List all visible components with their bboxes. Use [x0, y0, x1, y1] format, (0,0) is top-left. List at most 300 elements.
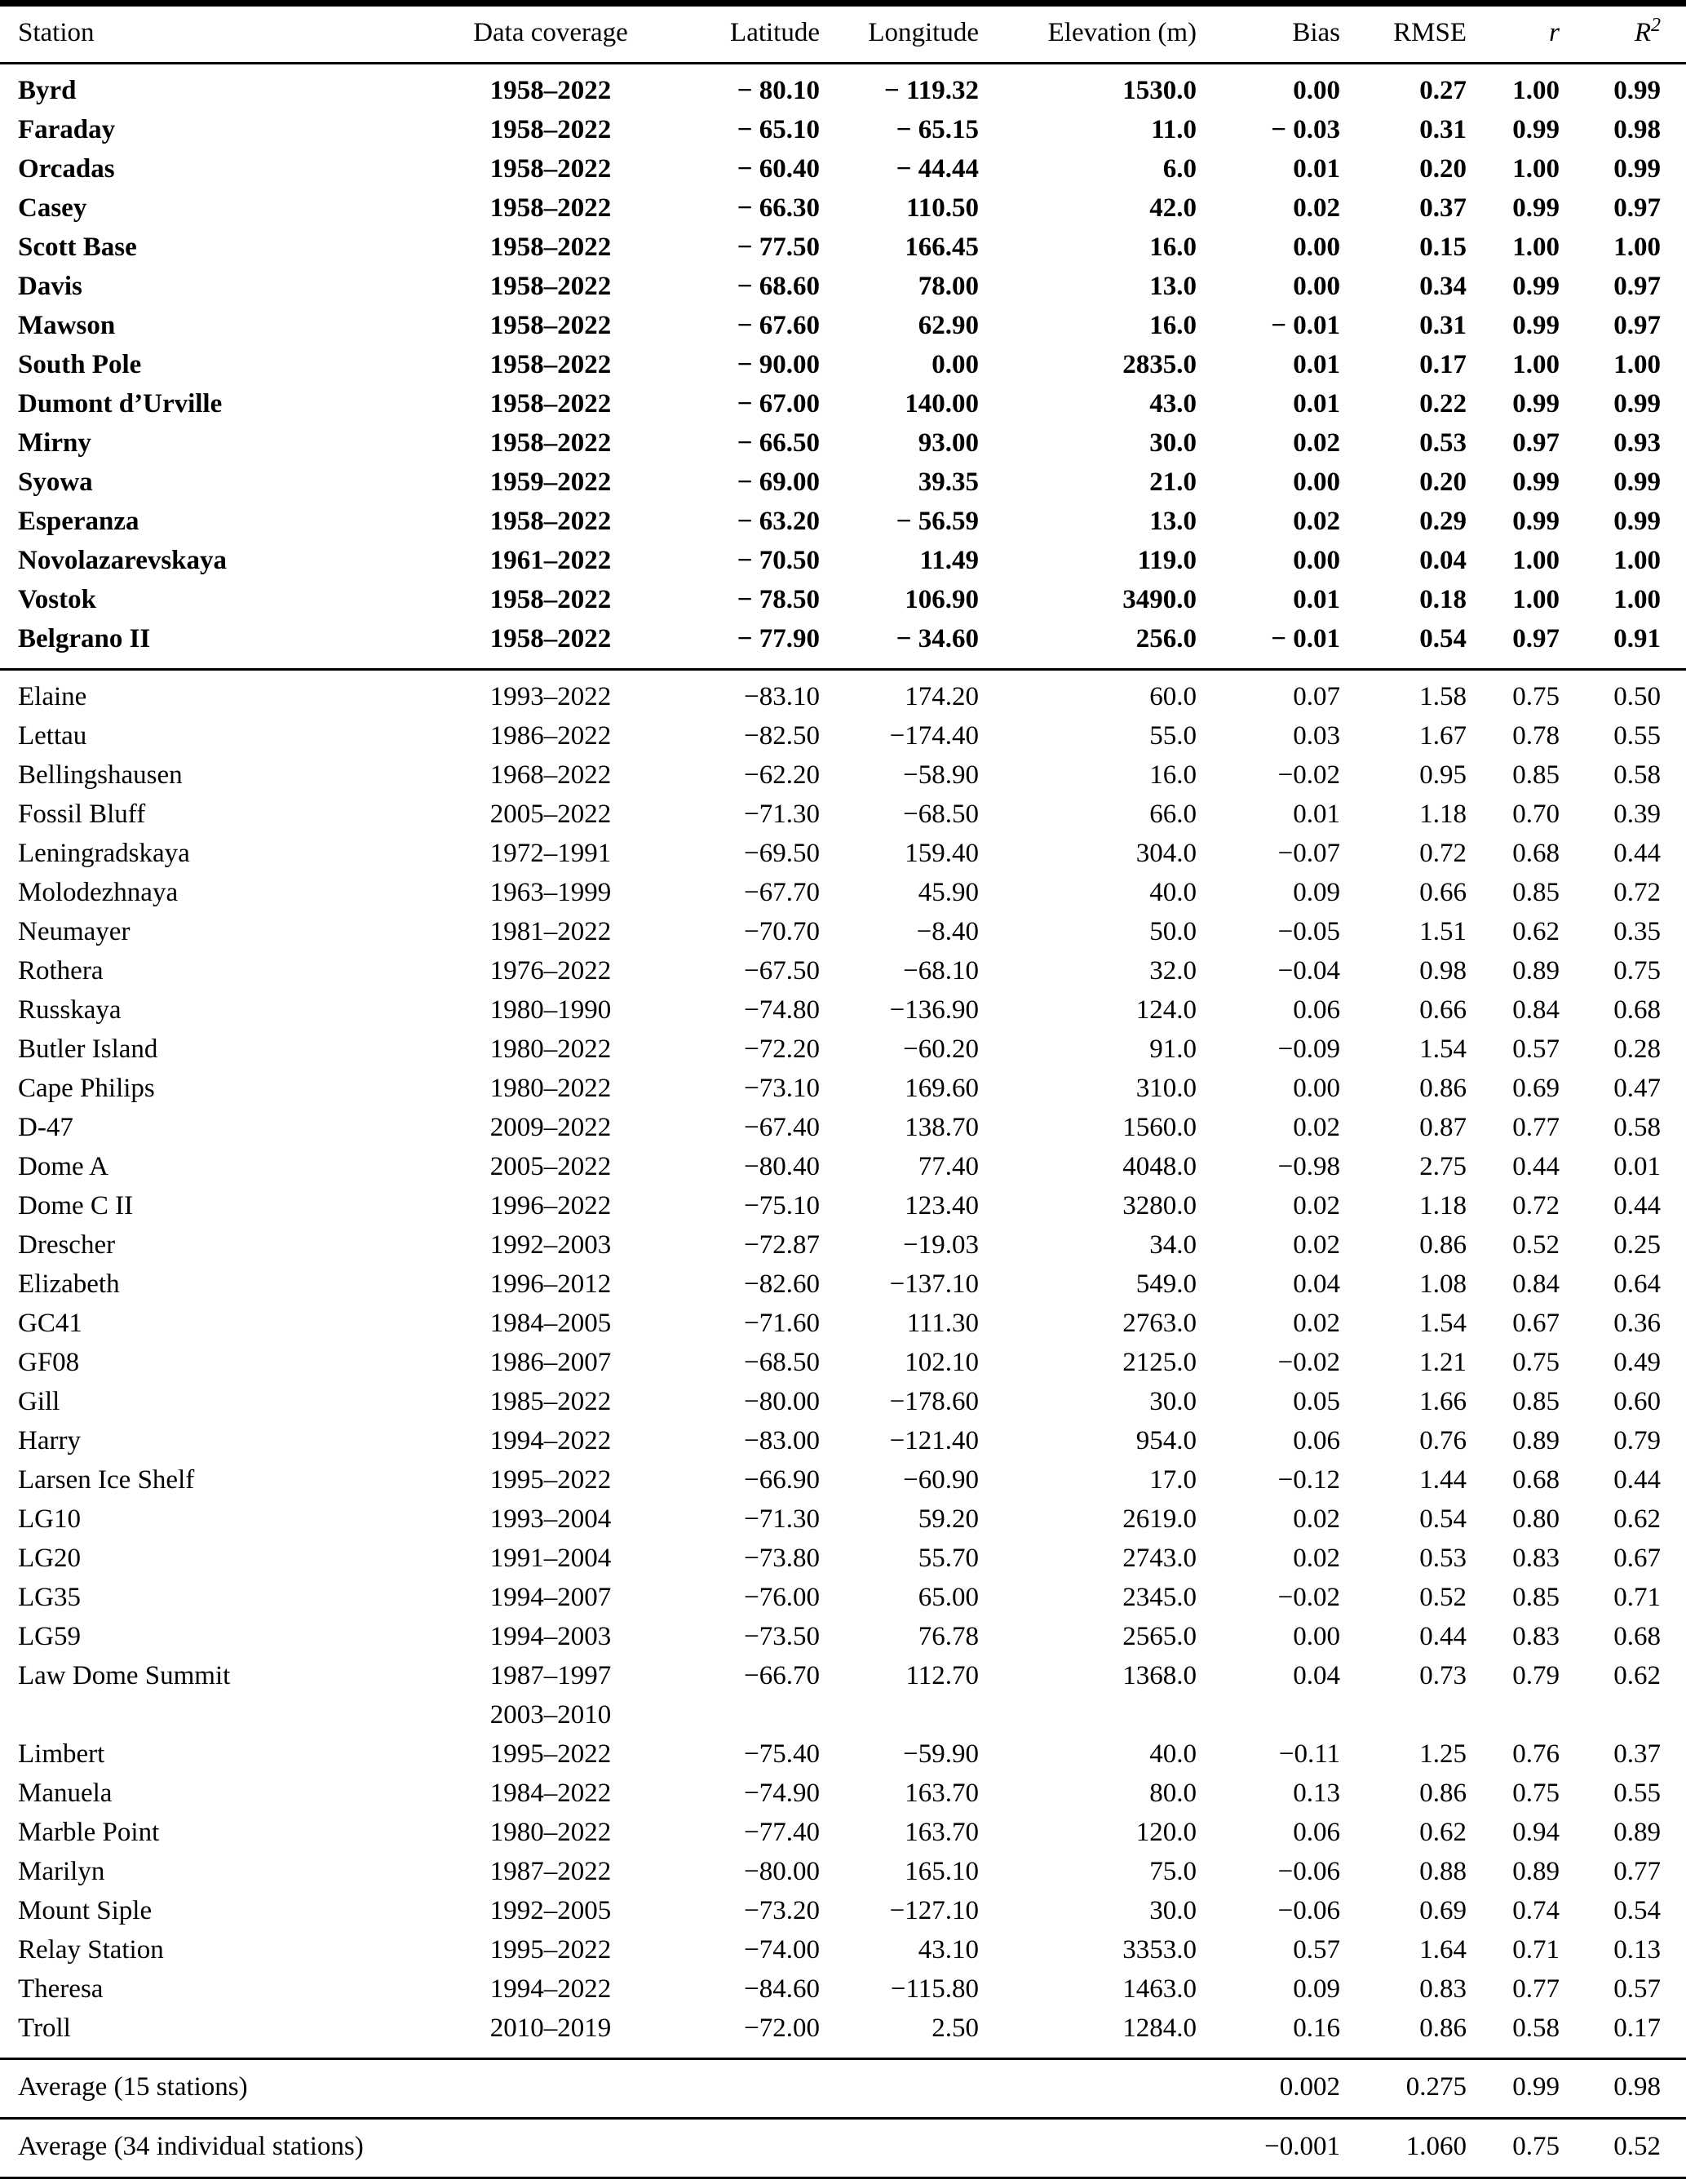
- bias-cell: 0.00: [1293, 546, 1340, 575]
- station-cell: Molodezhnaya: [18, 878, 179, 907]
- station-cell: Limbert: [18, 1739, 105, 1769]
- coverage-cell: [432, 1304, 669, 1343]
- latitude-cell: − 65.10: [737, 115, 820, 144]
- rmse-cell: 1.54: [1419, 1309, 1467, 1338]
- coverage-cell: [432, 188, 669, 228]
- station-cell: LG20: [18, 1544, 81, 1573]
- coverage-cell: [432, 1343, 669, 1382]
- r-cell: 0.97: [1512, 624, 1560, 653]
- station-cell: Syowa: [18, 467, 93, 497]
- coverage-range: 1961–2022: [489, 546, 612, 575]
- r-cell: 0.99: [1512, 467, 1560, 497]
- coverage-cell: [432, 110, 669, 149]
- elevation-cell: 2619.0: [1122, 1504, 1197, 1534]
- latitude-cell: − 67.00: [737, 389, 820, 419]
- r-cell: 0.57: [1512, 1034, 1560, 1064]
- rmse-cell: 0.34: [1419, 272, 1467, 301]
- longitude-cell: − 56.59: [896, 507, 979, 536]
- longitude-cell: 159.40: [905, 839, 979, 868]
- longitude-cell: 163.70: [905, 1779, 979, 1808]
- r2-cell: 0.49: [1613, 1348, 1661, 1377]
- table-row: [0, 1460, 1686, 1500]
- table-row: [0, 912, 1686, 951]
- coverage-range: 2010–2019: [489, 2013, 612, 2043]
- r2-cell: 0.39: [1613, 800, 1661, 829]
- r2-cell: 0.91: [1613, 624, 1661, 653]
- elevation-cell: 2743.0: [1122, 1544, 1197, 1573]
- r-cell: 0.85: [1512, 760, 1560, 790]
- bias-cell: 0.00: [1293, 76, 1340, 105]
- bias-cell: 0.02: [1293, 1544, 1340, 1573]
- station-cell: Casey: [18, 193, 87, 223]
- rmse-cell: 0.86: [1419, 2013, 1467, 2043]
- coverage-cell: [432, 1539, 669, 1578]
- latitude-cell: −74.80: [744, 995, 820, 1025]
- longitude-cell: −178.60: [889, 1387, 979, 1416]
- elevation-cell: 43.0: [1149, 389, 1197, 419]
- r-cell: 0.79: [1512, 1661, 1560, 1690]
- individual-stations-body: [0, 670, 1686, 2059]
- rmse-cell: 0.87: [1419, 1113, 1467, 1142]
- bias-cell: − 0.01: [1271, 311, 1340, 340]
- coverage-range: 1958–2022: [489, 624, 612, 653]
- bias-cell: 0.04: [1293, 1269, 1340, 1299]
- coverage-range: 1958–2022: [489, 76, 612, 105]
- r2-cell: 0.99: [1613, 154, 1661, 184]
- station-cell: Rothera: [18, 956, 104, 986]
- station-cell: Mawson: [18, 311, 116, 340]
- coverage-range: 2005–2022: [489, 1152, 612, 1181]
- r2-cell: 0.98: [1613, 115, 1661, 144]
- latitude-cell: −83.00: [744, 1426, 820, 1455]
- rmse-cell: 0.54: [1419, 624, 1467, 653]
- latitude-cell: −75.40: [744, 1739, 820, 1769]
- longitude-cell: 77.40: [918, 1152, 979, 1181]
- station-cell: Larsen Ice Shelf: [18, 1465, 195, 1495]
- station-cell: LG10: [18, 1504, 81, 1534]
- coverage-cell: [432, 1382, 669, 1421]
- r2-cell: 0.99: [1613, 467, 1661, 497]
- bias-cell: 0.06: [1293, 1426, 1340, 1455]
- latitude-cell: −84.60: [744, 1974, 820, 2004]
- latitude-cell: −71.60: [744, 1309, 820, 1338]
- rmse-cell: 0.88: [1419, 1857, 1467, 1886]
- table-row: [0, 267, 1686, 306]
- longitude-cell: 166.45: [905, 233, 979, 262]
- latitude-cell: −75.10: [744, 1191, 820, 1220]
- coverage-cell: [432, 1421, 669, 1460]
- table-row: [0, 990, 1686, 1030]
- coverage-range: 1972–1991: [489, 839, 612, 868]
- r-cell: 0.78: [1512, 721, 1560, 751]
- elevation-cell: 3490.0: [1122, 585, 1197, 614]
- elevation-cell: 40.0: [1149, 878, 1197, 907]
- table-row: [0, 834, 1686, 873]
- coverage-range: 1958–2022: [489, 154, 612, 184]
- bias-cell: 0.06: [1293, 1818, 1340, 1847]
- average-individual-section: [0, 2119, 1686, 2178]
- latitude-cell: − 68.60: [737, 272, 820, 301]
- rmse-cell: 0.18: [1419, 585, 1467, 614]
- coverage-cell: [432, 1774, 669, 1813]
- latitude-cell: −67.40: [744, 1113, 820, 1142]
- table-row: [0, 1304, 1686, 1343]
- table-header: [0, 3, 1686, 64]
- r2-cell: 0.13: [1613, 1935, 1661, 1965]
- longitude-cell: 112.70: [905, 1661, 979, 1690]
- coverage-cell: [432, 873, 669, 912]
- coverage-cell: [432, 1460, 669, 1500]
- r2-cell: 0.62: [1613, 1504, 1661, 1534]
- station-cell: Lettau: [18, 721, 87, 751]
- r-cell: 0.52: [1512, 1230, 1560, 1260]
- rmse-cell: 0.31: [1419, 115, 1467, 144]
- r2-cell: 0.55: [1613, 721, 1661, 751]
- r2-cell: 0.99: [1613, 507, 1661, 536]
- coverage-range: 1994–2007: [489, 1583, 612, 1612]
- coverage-range: 1976–2022: [489, 956, 612, 986]
- r2-cell: 0.28: [1613, 1034, 1661, 1064]
- elevation-cell: 30.0: [1149, 1896, 1197, 1925]
- coverage-cell: [432, 463, 669, 502]
- table-row: [0, 1421, 1686, 1460]
- bias-cell: 0.002: [1279, 2072, 1340, 2102]
- bias-cell: 0.09: [1293, 878, 1340, 907]
- elevation-cell: 1530.0: [1122, 76, 1197, 105]
- coverage-cell: [432, 1578, 669, 1617]
- longitude-cell: 93.00: [918, 428, 979, 458]
- r-cell: 0.89: [1512, 1857, 1560, 1886]
- column-header-longitude: Longitude: [868, 18, 979, 47]
- bias-cell: 0.13: [1293, 1779, 1340, 1808]
- bias-cell: 0.01: [1293, 585, 1340, 614]
- rmse-cell: 1.54: [1419, 1034, 1467, 1064]
- latitude-cell: −73.80: [744, 1544, 820, 1573]
- rmse-cell: 0.37: [1419, 193, 1467, 223]
- bias-cell: 0.02: [1293, 1191, 1340, 1220]
- rmse-cell: 1.08: [1419, 1269, 1467, 1299]
- table-row: [0, 502, 1686, 541]
- coverage-range: 1980–1990: [489, 995, 612, 1025]
- table-row: [0, 1186, 1686, 1225]
- latitude-cell: −80.40: [744, 1152, 820, 1181]
- station-cell: Dumont d’Urville: [18, 389, 223, 419]
- station-cell: South Pole: [18, 350, 142, 379]
- column-header-rmse: RMSE: [1393, 18, 1467, 47]
- bias-cell: 0.06: [1293, 995, 1340, 1025]
- elevation-cell: 124.0: [1135, 995, 1197, 1025]
- table-row: [0, 1578, 1686, 1617]
- coverage-cell: [432, 795, 669, 834]
- bias-cell: 0.16: [1293, 2013, 1340, 2043]
- longitude-cell: 169.60: [905, 1074, 979, 1103]
- elevation-cell: 4048.0: [1122, 1152, 1197, 1181]
- longitude-cell: 45.90: [918, 878, 979, 907]
- table-row: [0, 1382, 1686, 1421]
- r2-cell: 0.57: [1613, 1974, 1661, 2004]
- rmse-cell: 0.62: [1419, 1818, 1467, 1847]
- table-row: [0, 188, 1686, 228]
- r2-cell: 0.68: [1613, 1622, 1661, 1651]
- station-cell: Russkaya: [18, 995, 122, 1025]
- latitude-cell: −72.00: [744, 2013, 820, 2043]
- longitude-cell: −127.10: [889, 1896, 979, 1925]
- longitude-cell: −136.90: [889, 995, 979, 1025]
- average-row: [0, 2059, 1686, 2119]
- elevation-cell: 40.0: [1149, 1739, 1197, 1769]
- coverage-range: 1996–2022: [489, 1191, 612, 1220]
- coverage-range: 1987–2022: [489, 1857, 612, 1886]
- bias-cell: 0.05: [1293, 1387, 1340, 1416]
- coverage-cell: [432, 2009, 669, 2059]
- r-cell: 0.94: [1512, 1818, 1560, 1847]
- coverage-range: 1984–2022: [489, 1779, 612, 1808]
- elevation-cell: 3353.0: [1122, 1935, 1197, 1965]
- coverage-range: 1986–2007: [489, 1348, 612, 1377]
- bias-cell: −0.11: [1278, 1739, 1340, 1769]
- rmse-cell: 0.20: [1419, 154, 1467, 184]
- longitude-cell: 123.40: [905, 1191, 979, 1220]
- longitude-cell: −174.40: [889, 721, 979, 751]
- rmse-cell: 0.69: [1419, 1896, 1467, 1925]
- bias-cell: −0.02: [1277, 760, 1340, 790]
- coverage-range: 1959–2022: [489, 467, 612, 497]
- r2-cell: 0.77: [1613, 1857, 1661, 1886]
- r-cell: 0.83: [1512, 1544, 1560, 1573]
- coverage-cell: [432, 951, 669, 990]
- station-cell: Harry: [18, 1426, 81, 1455]
- coverage-range: 1958–2022: [489, 350, 612, 379]
- station-cell: Vostok: [18, 585, 96, 614]
- station-cell: Relay Station: [18, 1935, 164, 1965]
- longitude-cell: −60.20: [903, 1034, 979, 1064]
- table-row: [0, 1069, 1686, 1108]
- station-cell: Esperanza: [18, 507, 139, 536]
- r-cell: 0.97: [1512, 428, 1560, 458]
- longitude-cell: 165.10: [905, 1857, 979, 1886]
- rmse-cell: 0.15: [1419, 233, 1467, 262]
- coverage-cell: [432, 502, 669, 541]
- coverage-cell: [432, 1969, 669, 2009]
- rmse-cell: 0.86: [1419, 1230, 1467, 1260]
- latitude-cell: − 63.20: [737, 507, 820, 536]
- table-row: [0, 1891, 1686, 1930]
- r2-cell: 0.44: [1613, 839, 1661, 868]
- coverage-range: 2005–2022: [489, 800, 612, 829]
- r2-cell: 0.71: [1613, 1583, 1661, 1612]
- r-cell: 0.99: [1512, 193, 1560, 223]
- coverage-cell: [432, 1500, 669, 1539]
- station-cell: Leningradskaya: [18, 839, 190, 868]
- longitude-cell: 102.10: [905, 1348, 979, 1377]
- table-row: [0, 1656, 1686, 1734]
- r2-cell: 1.00: [1613, 546, 1661, 575]
- coverage-cell: [432, 912, 669, 951]
- r2-cell: 0.89: [1613, 1818, 1661, 1847]
- latitude-cell: − 70.50: [737, 546, 820, 575]
- r-squared-base: R: [1634, 18, 1651, 47]
- elevation-cell: 119.0: [1137, 546, 1197, 575]
- coverage-cell: [432, 384, 669, 423]
- latitude-cell: − 77.90: [737, 624, 820, 653]
- column-header-r-squared: [1560, 3, 1686, 64]
- elevation-cell: 34.0: [1149, 1230, 1197, 1260]
- latitude-cell: −67.70: [744, 878, 820, 907]
- longitude-cell: −121.40: [889, 1426, 979, 1455]
- r-cell: 0.99: [1512, 389, 1560, 419]
- bias-cell: −0.07: [1277, 839, 1340, 868]
- longitude-cell: − 119.32: [884, 76, 979, 105]
- r2-cell: 0.67: [1613, 1544, 1661, 1573]
- longitude-cell: − 65.15: [896, 115, 979, 144]
- latitude-cell: −82.50: [744, 721, 820, 751]
- table-row: [0, 228, 1686, 267]
- table-row: [0, 1617, 1686, 1656]
- latitude-cell: −73.10: [744, 1074, 820, 1103]
- elevation-cell: 1560.0: [1122, 1113, 1197, 1142]
- r2-cell: 0.97: [1613, 272, 1661, 301]
- coverage-range: 2009–2022: [489, 1113, 612, 1142]
- column-header-r: r: [1549, 18, 1560, 47]
- longitude-cell: 55.70: [918, 1544, 979, 1573]
- coverage-cell: [432, 580, 669, 619]
- coverage-range: 1980–2022: [489, 1034, 612, 1064]
- coverage-range: 1991–2004: [489, 1544, 612, 1573]
- r2-cell: 0.72: [1613, 878, 1661, 907]
- r-cell: 0.75: [1512, 2132, 1560, 2161]
- longitude-cell: 65.00: [918, 1583, 979, 1612]
- r-squared-exponent: 2: [1651, 15, 1661, 36]
- latitude-cell: − 90.00: [737, 350, 820, 379]
- rmse-cell: 2.75: [1419, 1152, 1467, 1181]
- r2-cell: 1.00: [1613, 585, 1661, 614]
- coverage-range: 1986–2022: [489, 721, 612, 751]
- table-row: [0, 1343, 1686, 1382]
- bias-cell: − 0.01: [1271, 624, 1340, 653]
- rmse-cell: 1.64: [1419, 1935, 1467, 1965]
- elevation-cell: 66.0: [1149, 800, 1197, 829]
- coverage-cell: [432, 834, 669, 873]
- elevation-cell: 16.0: [1149, 760, 1197, 790]
- r2-cell: 0.99: [1613, 389, 1661, 419]
- table-row: [0, 1265, 1686, 1304]
- r-cell: 0.58: [1512, 2013, 1560, 2043]
- bias-cell: 0.00: [1293, 1622, 1340, 1651]
- coverage-cell: [432, 619, 669, 670]
- table-row: [0, 1108, 1686, 1147]
- rmse-cell: 0.86: [1419, 1779, 1467, 1808]
- longitude-cell: 39.35: [918, 467, 979, 497]
- rmse-cell: 0.53: [1419, 428, 1467, 458]
- station-cell: GF08: [18, 1348, 80, 1377]
- column-header-station: Station: [18, 18, 95, 47]
- table-row: [0, 423, 1686, 463]
- coverage-cell: [432, 149, 669, 188]
- station-cell: Faraday: [18, 115, 116, 144]
- elevation-cell: 30.0: [1149, 1387, 1197, 1416]
- latitude-cell: −72.87: [744, 1230, 820, 1260]
- rmse-cell: 0.76: [1419, 1426, 1467, 1455]
- average-reference-section: [0, 2059, 1686, 2119]
- station-cell: Mirny: [18, 428, 91, 458]
- bias-cell: 0.01: [1293, 800, 1340, 829]
- longitude-cell: −59.90: [903, 1739, 979, 1769]
- station-cell: Marble Point: [18, 1818, 160, 1847]
- r-cell: 0.99: [1512, 115, 1560, 144]
- rmse-cell: 1.060: [1405, 2132, 1467, 2161]
- latitude-cell: − 80.10: [737, 76, 820, 105]
- coverage-range: 1994–2022: [489, 1426, 612, 1455]
- r-cell: 0.71: [1512, 1935, 1560, 1965]
- r-cell: 0.99: [1512, 2072, 1560, 2102]
- coverage-range: 1993–2022: [489, 682, 612, 711]
- elevation-cell: 1368.0: [1122, 1661, 1197, 1690]
- r-cell: 0.77: [1512, 1974, 1560, 2004]
- average-label: Average (34 individual stations): [18, 2132, 364, 2161]
- table-row: [0, 1852, 1686, 1891]
- r2-cell: 0.47: [1613, 1074, 1661, 1103]
- latitude-cell: − 66.50: [737, 428, 820, 458]
- bias-cell: 0.02: [1293, 1113, 1340, 1142]
- table-row: [0, 1030, 1686, 1069]
- coverage-range: 1992–2005: [489, 1896, 612, 1925]
- elevation-cell: 2345.0: [1122, 1583, 1197, 1612]
- coverage-range: 1984–2005: [489, 1309, 612, 1338]
- r2-cell: 0.97: [1613, 311, 1661, 340]
- bias-cell: 0.00: [1293, 1074, 1340, 1103]
- coverage-cell: [432, 228, 669, 267]
- longitude-cell: 43.10: [918, 1935, 979, 1965]
- r-cell: 0.77: [1512, 1113, 1560, 1142]
- elevation-cell: 954.0: [1135, 1426, 1197, 1455]
- average-label: Average (15 stations): [18, 2072, 248, 2102]
- elevation-cell: 30.0: [1149, 428, 1197, 458]
- r-cell: 0.89: [1512, 1426, 1560, 1455]
- elevation-cell: 75.0: [1149, 1857, 1197, 1886]
- bias-cell: 0.00: [1293, 233, 1340, 262]
- coverage-cell: [432, 1813, 669, 1852]
- table-row: [0, 670, 1686, 717]
- latitude-cell: −73.50: [744, 1622, 820, 1651]
- table-row: [0, 64, 1686, 111]
- latitude-cell: − 78.50: [737, 585, 820, 614]
- r-cell: 1.00: [1512, 585, 1560, 614]
- coverage-range: 1992–2003: [489, 1230, 612, 1260]
- bias-cell: 0.01: [1293, 350, 1340, 379]
- longitude-cell: 140.00: [905, 389, 979, 419]
- bias-cell: 0.02: [1293, 507, 1340, 536]
- bias-cell: −0.05: [1277, 917, 1340, 946]
- table-row: [0, 1539, 1686, 1578]
- r2-cell: 0.37: [1613, 1739, 1661, 1769]
- station-cell: Marilyn: [18, 1857, 105, 1886]
- rmse-cell: 1.21: [1419, 1348, 1467, 1377]
- latitude-cell: − 66.30: [737, 193, 820, 223]
- coverage-cell: [432, 1852, 669, 1891]
- longitude-cell: −68.10: [903, 956, 979, 986]
- station-cell: Mount Siple: [18, 1896, 153, 1925]
- r2-cell: 0.75: [1613, 956, 1661, 986]
- station-cell: Dome A: [18, 1152, 108, 1181]
- r2-cell: 0.60: [1613, 1387, 1661, 1416]
- r-cell: 1.00: [1512, 76, 1560, 105]
- r-cell: 0.84: [1512, 1269, 1560, 1299]
- elevation-cell: 3280.0: [1122, 1191, 1197, 1220]
- table-row: [0, 619, 1686, 670]
- r-cell: 0.68: [1512, 1465, 1560, 1495]
- bias-cell: −0.001: [1264, 2132, 1340, 2161]
- r-cell: 0.62: [1512, 917, 1560, 946]
